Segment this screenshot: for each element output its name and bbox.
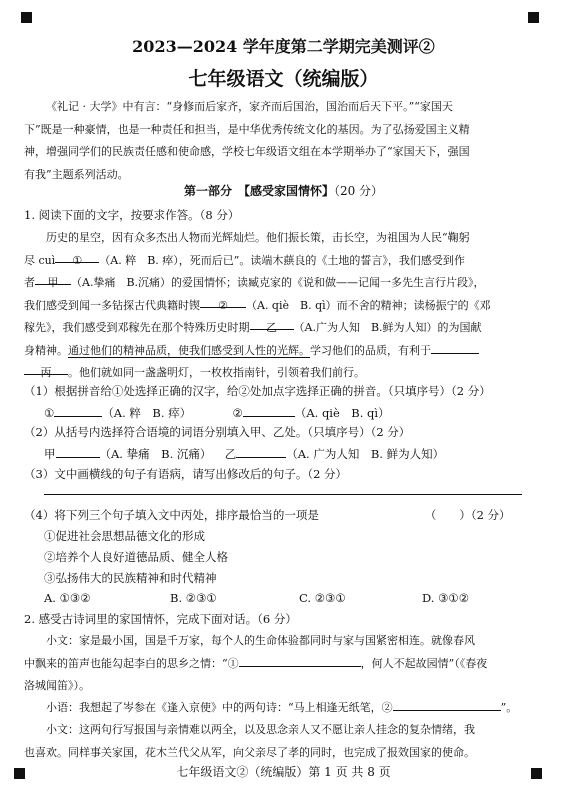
dialogue-2	[24, 697, 544, 720]
underlined-sentence: 通过他们的精神品质，使我们感受到人性的光辉。	[68, 343, 310, 357]
intro-line: 神，增强同学们的民族责任感和使命感，学校七年级语文组在本学期举办了“家国天下，强国	[24, 145, 470, 158]
option-sentence: ①促进社会思想品德文化的形成	[44, 529, 205, 543]
blank-bing-start[interactable]	[431, 341, 479, 354]
section-heading	[0, 182, 567, 199]
dialogue-3	[24, 719, 544, 764]
section-points: （20 分）	[333, 184, 384, 198]
blank-bing[interactable]: 丙	[24, 362, 68, 375]
sub-question-3: （3）文中画横线的句子有语病，请写出修改后的句子。（2 分）	[24, 467, 348, 481]
intro-line: 下”既是一种豪情，也是一种责任和担当，是中华优秀传统文化的基因。为了弘扬爱国主义精	[24, 122, 470, 136]
dialogue-1	[24, 630, 544, 698]
passage-line: 我们感受到闻一多钻探古代典籍时锲 ② （A. qiè B. qì）而不舍的精神；读杨振宁的《邓	[24, 295, 544, 318]
choice-a[interactable]: A. ①③②	[44, 591, 91, 605]
passage-line: 丙 。他们就如同一盏盏明灯，一枚枚指南针，引领着我们前行。	[24, 362, 544, 385]
blank-yi[interactable]: 乙	[250, 317, 294, 330]
passage-line: 身精神。通过他们的精神品质，使我们感受到人性的光辉。学习他们的品质，有利于	[24, 340, 544, 363]
blank-jia[interactable]: 甲	[35, 272, 71, 285]
answer-bracket[interactable]: （ ）（2 分）	[424, 508, 511, 522]
sub-question-2-answers: 甲 （A. 挚痛 B. 沉痛） 乙 （A. 广为人知 B. 鲜为人知）	[44, 447, 445, 461]
dialogue-line: 中飘来的笛声也能勾起李白的思乡之情：“① ，何人不起故园情”（《春夜	[24, 653, 544, 676]
choice-d[interactable]: D. ③①②	[422, 591, 470, 605]
blank-2[interactable]: ②	[200, 295, 246, 308]
exam-subtitle: 七年级语文（统编版）	[188, 68, 379, 90]
question-2-stem: 2. 感受古诗词里的家国情怀，完成下面对话。（6 分）	[24, 612, 297, 626]
passage-line: 尽 cuì ① （A. 粹 B. 瘁），死而后已”。读端木蕻良的《土地的誓言》，我们感受到作	[24, 250, 544, 273]
passage-line: 者 甲 （A.挚痛 B.沉痛）的爱国情怀；读臧克家的《说和做——记闻一多先生言行片段》，	[24, 272, 544, 295]
option-sentence: ②培养个人良好道德品质、健全人格	[44, 550, 228, 564]
choice-c[interactable]: C. ②③①	[299, 591, 346, 605]
sub-question-2: （2）从括号内选择符合语境的词语分别填入甲、乙处。（只填序号）（2 分）	[24, 425, 411, 439]
sub-question-1-answers: ① （A. 粹 B. 瘁） ② （A. qiè B. qì）	[44, 406, 390, 420]
intro-paragraph	[24, 96, 544, 186]
registration-mark-top-right	[528, 12, 539, 23]
dialogue-line: 洛城闻笛》）。	[24, 679, 90, 692]
exam-title: 2023—2024 学年度第二学期完美测评②	[132, 37, 435, 56]
registration-mark-top-left	[21, 12, 32, 23]
choice-b[interactable]: B. ②③①	[170, 591, 217, 605]
answer-field-1[interactable]	[54, 404, 102, 417]
sub-question-4: （4）将下列三个句子填入文中丙处，排序最恰当的一项是 （ ）（2 分）	[24, 508, 511, 522]
sub-question-1: （1）根据拼音给①处选择正确的汉字，给②处加点字选择正确的拼音。（只填序号）（2 分）	[24, 384, 491, 398]
dialogue-line: 小语：我想起了岑参在《逢入京使》中的两句诗：“马上相逢无纸笔，② ”。	[24, 697, 544, 720]
question-1-passage	[24, 227, 544, 385]
intro-line: 有我”主题系列活动。	[24, 167, 129, 181]
question-1-stem: 1. 阅读下面的文字，按要求作答。（8 分）	[24, 208, 240, 222]
dialogue-line: 小文：这两句行写报国与亲情难以两全，以及思念亲人又不愿让亲人挂念的复杂情绪，我	[46, 723, 475, 736]
option-sentence: ③弘扬伟大的民族精神和时代精神	[44, 571, 217, 585]
passage-line: 历史的星空，因有众多杰出人物而光辉灿烂。他们振长策，击长空，为祖国为人民“鞠躬	[46, 231, 470, 244]
dialogue-line: 也喜欢。同样事关家国，花木兰代父从军，向父亲尽了孝的同时，也完成了报效国家的使命。	[24, 745, 475, 759]
blank-1[interactable]: ①	[55, 250, 99, 263]
passage-line: 稼先》，我们感受到邓稼先在那个特殊历史时期 乙 （A.广为人知 B.鲜为人知）的为国献	[24, 317, 544, 340]
page-footer: 七年级语文②（统编版）第 1 页 共 8 页	[176, 765, 391, 779]
answer-field-jia[interactable]	[56, 445, 100, 458]
section-title: 第一部分 【感受家国情怀】	[183, 184, 334, 198]
poem-blank-1[interactable]	[239, 654, 361, 667]
answer-field-yi[interactable]	[236, 445, 286, 458]
intro-line: 《礼记 · 大学》中有言：“身修而后家齐，家齐而后国治，国治而后天下平。”“家国天	[46, 100, 453, 113]
answer-field-2[interactable]	[243, 404, 295, 417]
answer-line-3[interactable]	[44, 494, 522, 495]
dialogue-line: 小文：家是最小国，国是千万家，每个人的生命体验都同时与家与国紧密相连。就像春风	[46, 634, 475, 647]
poem-blank-2[interactable]	[393, 698, 501, 711]
